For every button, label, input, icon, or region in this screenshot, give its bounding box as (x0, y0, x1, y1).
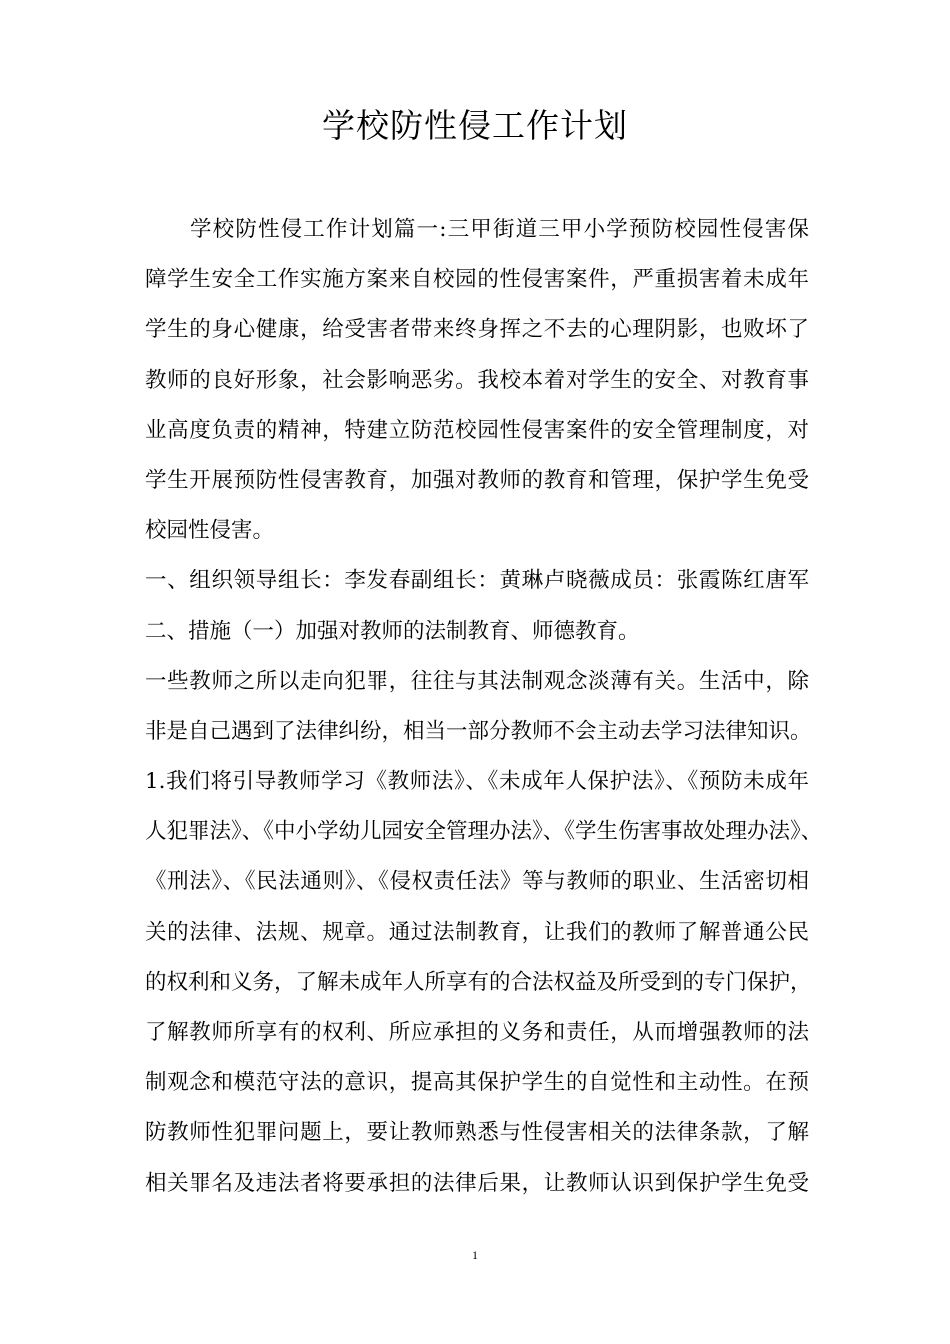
body-line: 二、措施（一）加强对教师的法制教育、师德教育。 (145, 618, 640, 644)
body-line: 制观念和模范守法的意识，提高其保护学生的自觉性和主动性。在预 (145, 1070, 809, 1096)
body-line: 业高度负责的精神，特建立防范校园性侵害案件的安全管理制度，对 (145, 417, 809, 443)
body-line: 学校防性侵工作计划篇一:三甲街道三甲小学预防校园性侵害保 (190, 217, 809, 242)
body-line: 障学生安全工作实施方案来自校园的性侵害案件，严重损害着未成年 (145, 267, 809, 293)
body-line: 学生开展预防性侵害教育，加强对教师的教育和管理，保护学生免受 (145, 467, 809, 493)
document-body (145, 205, 823, 1209)
body-line: 教师的良好形象，社会影响恶劣。我校本着对学生的安全、对教育事 (145, 367, 809, 393)
page-number: 1 (472, 1248, 478, 1262)
body-line: 学生的身心健康，给受害者带来终身挥之不去的心理阴影，也败坏了 (145, 317, 809, 343)
body-line: 防教师性犯罪问题上，要让教师熟悉与性侵害相关的法律条款，了解 (145, 1120, 809, 1146)
document-title: 学校防性侵工作计划 (322, 106, 628, 145)
body-line: 校园性侵害。 (145, 518, 275, 544)
body-line: 了解教师所享有的权利、所应承担的义务和责任，从而增强教师的法 (145, 1020, 809, 1045)
body-line: 关的法律、法规、规章。通过法制教育，让我们的教师了解普通公民 (145, 919, 809, 945)
body-line: 人犯罪法》、《中小学幼儿园安全管理办法》、《学生伤害事故处理办法》、 (145, 819, 823, 845)
body-line: 《刑法》、《民法通则》、《侵权责任法》等与教师的职业、生活密切相 (145, 869, 809, 895)
body-line: 相关罪名及违法者将要承担的法律后果，让教师认识到保护学生免受 (145, 1170, 809, 1196)
body-line: 一些教师之所以走向犯罪，往往与其法制观念淡薄有关。生活中，除 (145, 668, 809, 694)
body-line: 1.我们将引导教师学习《教师法》、《未成年人保护法》、《预防未成年 (145, 769, 809, 795)
body-line: 的权利和义务，了解未成年人所享有的合法权益及所受到的专门保护， (145, 969, 812, 995)
body-line: 非是自己遇到了法律纠纷，相当一部分教师不会主动去学习法律知识。 (145, 718, 812, 744)
body-line: 一、组织领导组长：李发春副组长：黄琳卢晓薇成员：张霞陈红唐军 (145, 568, 809, 594)
